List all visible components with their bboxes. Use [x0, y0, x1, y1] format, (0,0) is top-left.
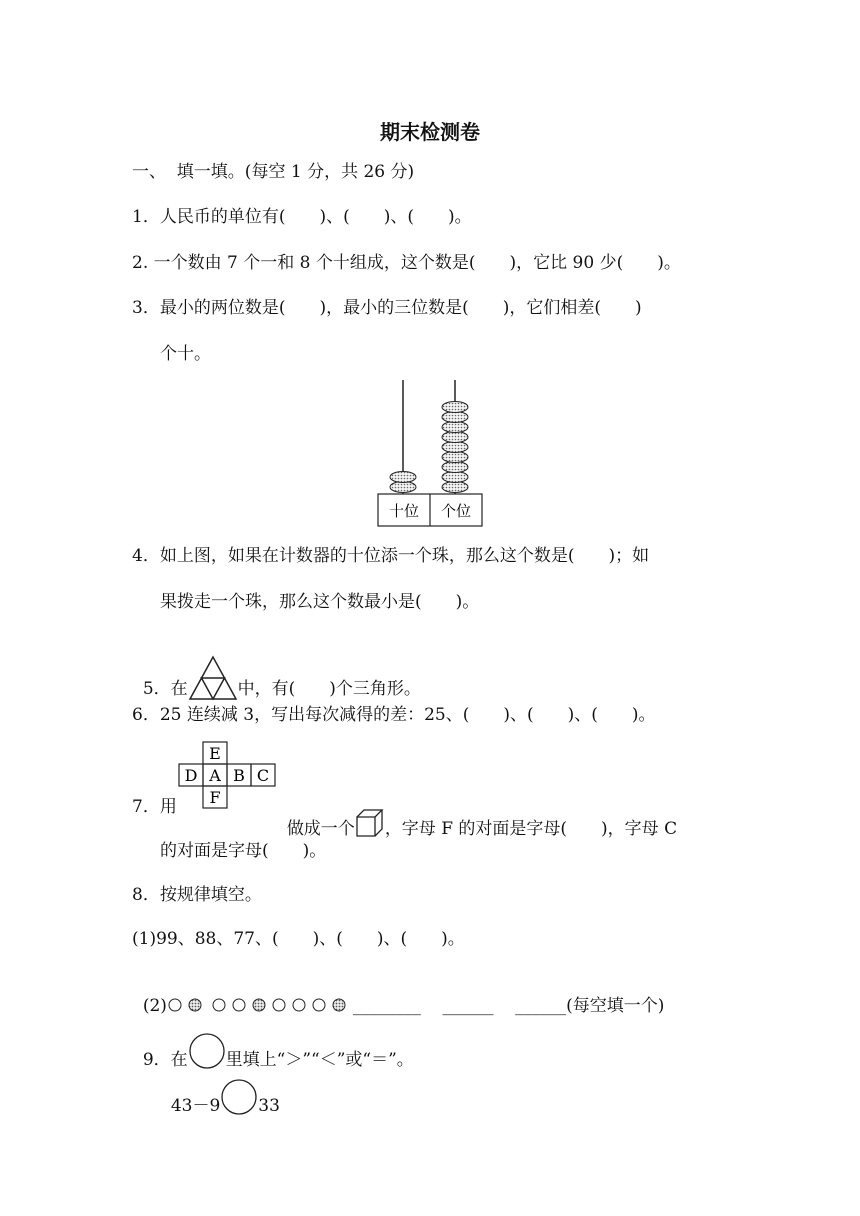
question-8: 8．按规律填空。	[132, 885, 262, 905]
shaded-circle-icon	[189, 999, 201, 1011]
net-face-bottom: F	[209, 788, 221, 807]
question-7-prefix: 7．用	[132, 797, 177, 817]
question-4-line-1: 4．如上图，如果在计数器的十位添一个珠，那么这个数是( )；如	[132, 546, 650, 566]
shaded-circle-icon	[253, 999, 265, 1011]
question-3-line-2: 个十。	[160, 344, 211, 364]
question-5	[132, 656, 421, 701]
question-9-suffix: 里填上“＞”“＜”或“＝”。	[225, 1050, 414, 1070]
question-3-line-1: 3．最小的两位数是( )，最小的三位数是( )，它们相差( )	[132, 298, 642, 318]
triangle-figure-icon	[188, 655, 238, 701]
question-6: 6．25 连续减 3，写出每次减得的差：25、( )、( )、( )。	[132, 705, 656, 725]
expression-left: 43－9	[170, 1096, 221, 1116]
cube-icon	[355, 808, 385, 838]
tens-label: 十位	[388, 502, 420, 520]
expression-right: 33	[258, 1096, 280, 1116]
ones-bead	[442, 472, 468, 483]
ones-bead	[442, 422, 468, 433]
question-9-exercise	[160, 1073, 280, 1117]
ones-bead	[442, 482, 468, 493]
answer-circle-icon	[188, 1032, 226, 1070]
page-title: 期末检测卷	[380, 120, 480, 144]
question-8-note: (每空填一个)	[566, 996, 665, 1016]
ones-bead	[442, 412, 468, 423]
compare-circle-input[interactable]	[220, 1078, 258, 1116]
question-9-prefix: 9．在	[142, 1050, 188, 1070]
ones-bead	[442, 442, 468, 453]
white-circle-icon	[273, 999, 285, 1011]
question-8-part-1: (1)99、88、77、( )、( )、( )。	[132, 929, 465, 949]
question-4-line-2: 果拨走一个珠，那么这个数最小是( )。	[160, 592, 480, 612]
tens-bead	[390, 472, 416, 483]
question-9	[132, 1027, 414, 1071]
question-2: 2. 一个数由 7 个一和 8 个十组成，这个数是( )，它比 90 少( )。	[132, 253, 681, 273]
ones-bead	[442, 452, 468, 463]
ones-bead	[442, 402, 468, 413]
question-5-suffix: 中，有( )个三角形。	[237, 679, 421, 699]
ones-bead	[442, 432, 468, 443]
cube-net-figure	[178, 740, 278, 812]
tens-bead	[390, 482, 416, 493]
net-face-4: C	[256, 766, 270, 785]
white-circle-icon	[213, 999, 225, 1011]
circle-pattern	[167, 996, 353, 1014]
shaded-circle-icon	[333, 999, 345, 1011]
question-7-line-2: 的对面是字母( )。	[160, 841, 327, 861]
net-face-1: D	[184, 766, 198, 785]
white-circle-icon	[313, 999, 325, 1011]
white-circle-icon	[293, 999, 305, 1011]
question-8-part-2	[132, 973, 664, 1017]
ones-label: 个位	[440, 502, 472, 520]
net-face-2: A	[209, 766, 221, 785]
white-circle-icon	[233, 999, 245, 1011]
question-5-prefix: 5．在	[142, 679, 188, 699]
question-1: 1．人民币的单位有( )、( )、( )。	[132, 207, 472, 227]
ones-bead	[442, 462, 468, 473]
question-8-answer-blanks: ________ ______ ______	[352, 996, 567, 1016]
question-8-part-2-prefix: (2)	[142, 996, 167, 1016]
question-7-main	[276, 796, 677, 840]
question-7-suffix: ，字母 F 的对面是字母( )，字母 C	[384, 819, 678, 839]
net-face-3: B	[233, 766, 245, 785]
white-circle-icon	[169, 999, 181, 1011]
net-face-top: E	[209, 744, 221, 763]
section-1-heading: 一、 填一填。(每空 1 分，共 26 分)	[132, 162, 415, 182]
question-7-middle: 做成一个	[286, 819, 355, 839]
abacus-figure	[376, 378, 484, 528]
